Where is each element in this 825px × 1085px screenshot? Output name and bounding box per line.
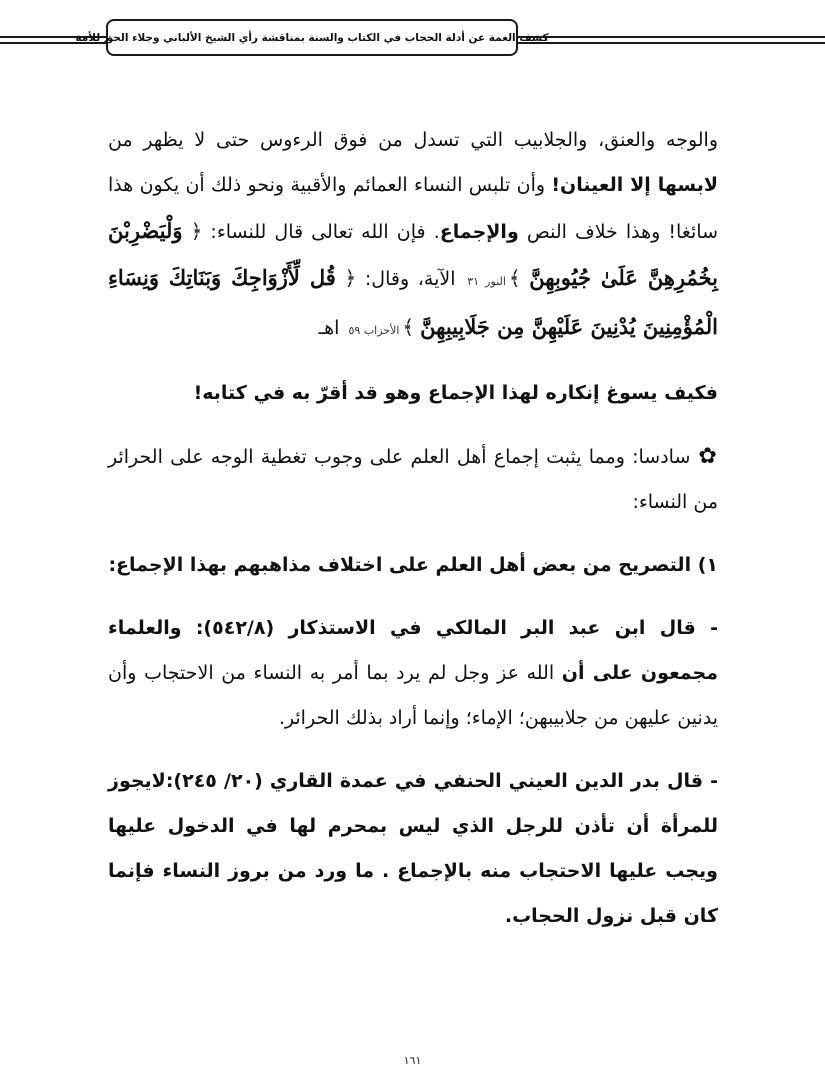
header-title: كشف الغمة عن أدلة الحجاب في الكتاب والسنة بمناقشة رأي الشيخ الألباني وجلاء الحق للأمة [75, 31, 549, 44]
verse-close-ornament-icon: ﴾ [508, 266, 521, 290]
quote-ibn-abd-al-barr [108, 606, 718, 741]
paragraph-question: فكيف يسوغ إنكاره لهذا الإجماع وهو قد أقرّ به في كتابه! [193, 382, 718, 404]
para1-text-3: . فإن الله تعالى قال للنساء: [202, 221, 440, 243]
para1-text-1: والوجه والعنق، والجلابيب التي تسدل من فوق الرءوس حتى لا يظهر من [108, 129, 718, 151]
quote-al-ayni: - قال بدر الدين العيني الحنفي في عمدة القاري (٢٠/ ٢٤٥):لايجوز للمرأة أن تأذن للرجل الذي ليس بمحرم لها في الدخول عليها ويجب عليها الاحتجاب منه بالإجماع . ما ورد من بروز النساء فإنما كان قبل نزول الحجاب. [108, 770, 719, 927]
quran-verse-ahzab: قُل لِّأَزْوَاجِكَ وَبَنَاتِكَ وَنِسَاءِ الْمُؤْمِنِينَ يُدْنِينَ عَلَيْهِنَّ مِن جَلَابِيبِهِنَّ [108, 265, 718, 339]
header-title-box [75, 19, 549, 56]
verse-open-ornament-icon-2: ﴿ [344, 266, 357, 290]
verse-ref-nur: النور ٣١ [467, 275, 506, 288]
section-sixth-text: سادسا: ومما يثبت إجماع أهل العلم على وجوب تغطية الوجه على الحرائر من النساء: [108, 446, 718, 513]
para1-text-bold-ijma: والإجماع [439, 221, 519, 243]
quran-verse-nur: وَلْيَضْرِبْنَ بِخُمُرِهِنَّ عَلَىٰ جُيُوبِهِنَّ [108, 218, 719, 290]
para1-text-bold-eyes: لابسها إلا العينان! [551, 174, 718, 196]
verse-open-ornament-icon: ﴿ [190, 219, 203, 243]
para1-text-2: وأن تلبس النساء العمائم والأقبية ونحو ذلك أن يكون هذا سائغا! وهذا خلاف النص [108, 174, 718, 243]
verse-close-ornament-icon-2: ﴾ [402, 315, 415, 339]
quote1-lead: - قال ابن عبد البر المالكي في الاستذكار (٥٤٢/٨): والعلماء مجمعون على أن [108, 617, 719, 684]
section-sixth [108, 434, 718, 525]
page-content [108, 118, 718, 939]
verse-ref-ahzab: الأحزاب ٥٩ [348, 324, 400, 337]
point-one-heading: ١) التصريح من بعض أهل العلم على اختلاف مذاهبهم بهذا الإجماع: [108, 554, 718, 576]
para1-text-end: اهـ [318, 317, 346, 339]
flower-bullet-icon: ✿ [698, 444, 719, 469]
page-number: ١٦١ [403, 1054, 422, 1067]
quote1-rest: الله عز وجل لم يرد بما أمر به النساء من الاحتجاب وأن يدنين عليهن من جلابيبهن؛ الإماء؛ وإنما أراد بذلك الحرائر. [108, 662, 718, 729]
paragraph-ijma-text [108, 118, 718, 353]
para1-text-4: الآية، وقال: [356, 268, 465, 290]
